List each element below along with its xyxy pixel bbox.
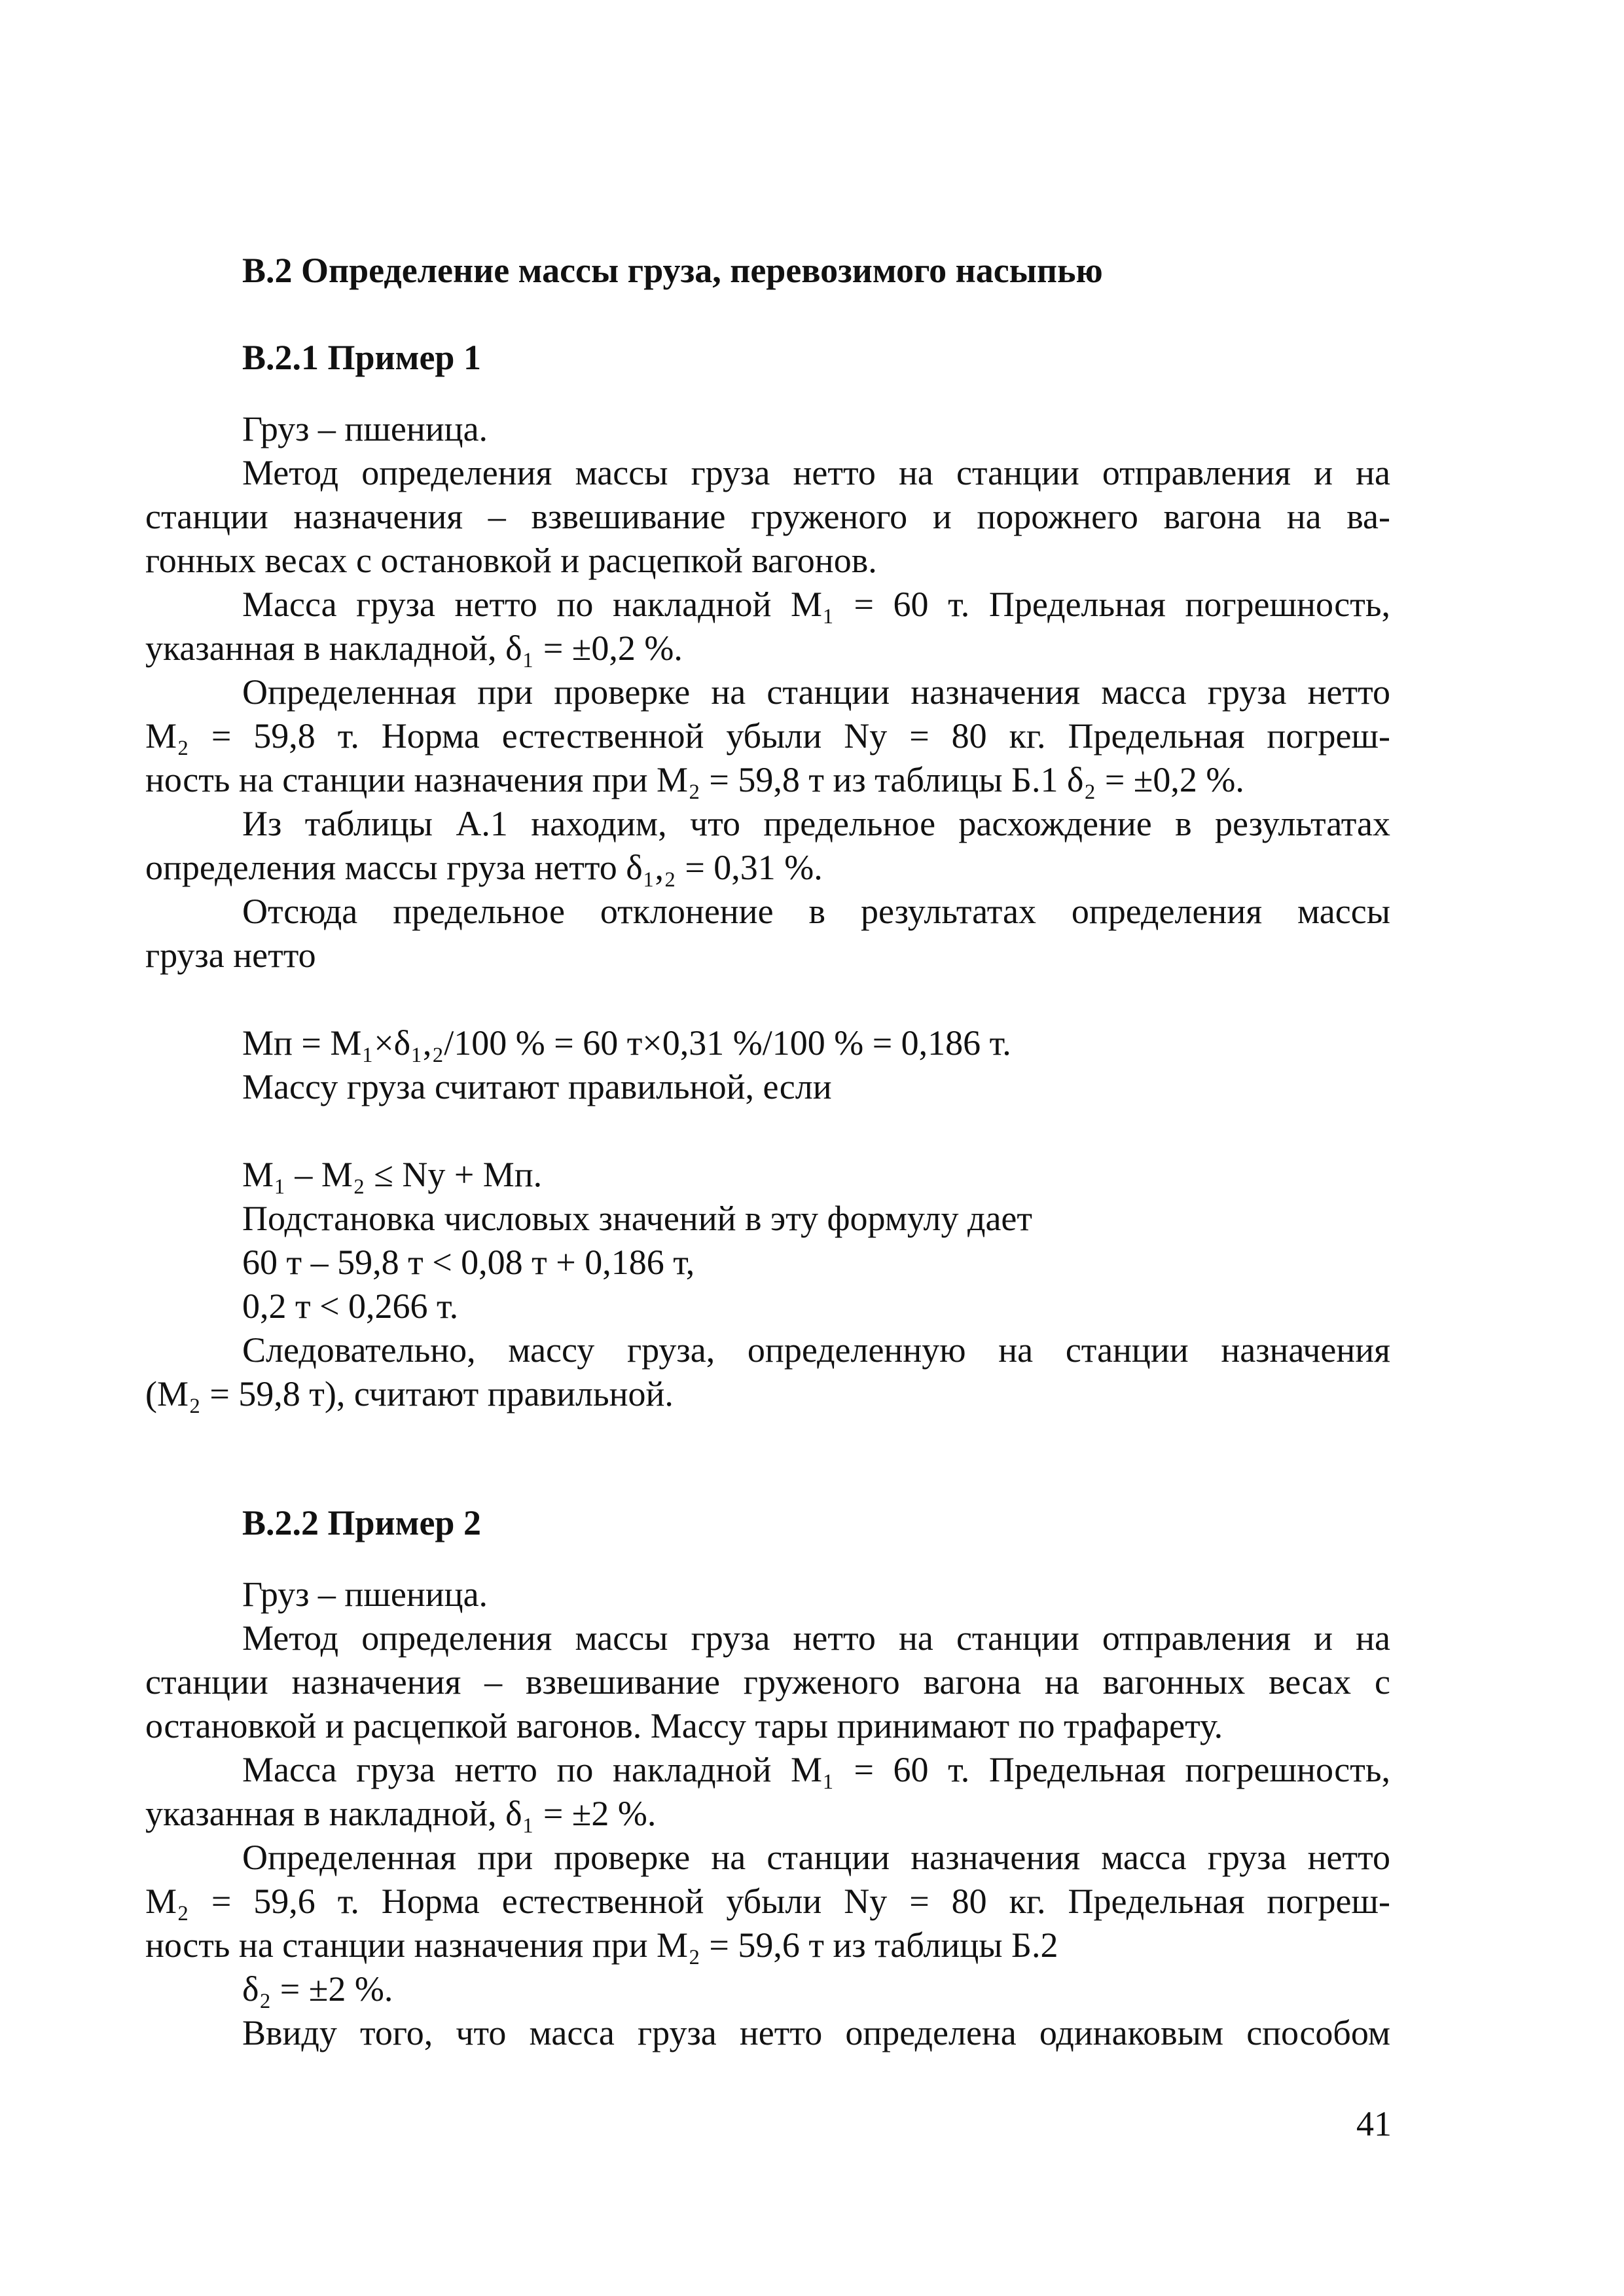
paragraph-line: Масса груза нетто по накладной М₁ = 60 т. Предельная погрешность, (242, 1750, 1390, 1789)
paragraph-line: Следовательно, массу груза, определенную на станции назначения (242, 1330, 1390, 1370)
paragraph-line: Подстановка числовых значений в эту формулу дает (242, 1199, 1032, 1238)
paragraph-line: δ₂ = ±2 %. (242, 1969, 393, 2009)
paragraph-line: ность на станции назначения при М₂ = 59,6 т из таблицы Б.2 (145, 1925, 1058, 1965)
spacer (145, 1109, 1390, 1153)
paragraph-line: Отсюда предельное отклонение в результатах определения массы (242, 892, 1390, 931)
formula-line: М₁ – М₂ ≤ Nу + Мп. (242, 1155, 543, 1194)
paragraph-line: (М₂ = 59,8 т), считают правильной. (145, 1374, 674, 1413)
paragraph-line: Определенная при проверке на станции назначения масса груза нетто (242, 1838, 1390, 1877)
paragraph-line: груза нетто (145, 936, 316, 975)
section-title: В.2 Определение массы груза, перевозимого насыпью (242, 251, 1103, 290)
paragraph-line: станции назначения – взвешивание груженого и порожнего вагона на ва- (145, 497, 1390, 536)
paragraph-line: Масса груза нетто по накладной М₁ = 60 т. Предельная погрешность, (242, 585, 1390, 624)
formula-line: Мп = М₁×δ₁,₂/100 % = 60 т×0,31 %/100 % = 0,186 т. (242, 1023, 1011, 1063)
paragraph-line: Груз – пшеница. (242, 409, 488, 448)
spacer (145, 977, 1390, 1021)
formula-line: 60 т – 59,8 т < 0,08 т + 0,186 т, (242, 1243, 695, 1282)
paragraph-line: Груз – пшеница. (242, 1575, 488, 1614)
paragraph-line: М₂ = 59,6 т. Норма естественной убыли Nу = 80 кг. Предельная погреш- (145, 1882, 1390, 1921)
example-1-heading: В.2.1 Пример 1 (242, 338, 481, 377)
paragraph-line: Из таблицы А.1 находим, что предельное расхождение в результатах (242, 804, 1390, 843)
paragraph-line: ность на станции назначения при М₂ = 59,8 т из таблицы Б.1 δ₂ = ±0,2 %. (145, 760, 1244, 799)
paragraph-line: Ввиду того, что масса груза нетто определена одинаковым способом (242, 2013, 1390, 2052)
page-number: 41 (1356, 2104, 1392, 2143)
paragraph-line: указанная в накладной, δ₁ = ±2 %. (145, 1794, 657, 1833)
paragraph-line: указанная в накладной, δ₁ = ±0,2 %. (145, 629, 683, 668)
formula-line: 0,2 т < 0,266 т. (242, 1286, 459, 1326)
paragraph-line: М₂ = 59,8 т. Норма естественной убыли Nу = 80 кг. Предельная погреш- (145, 716, 1390, 756)
paragraph-line: Массу груза считают правильной, если (242, 1067, 832, 1106)
paragraph-line: Определенная при проверке на станции назначения масса груза нетто (242, 672, 1390, 712)
paragraph-line: остановкой и расцепкой вагонов. Массу тары принимают по трафарету. (145, 1706, 1223, 1745)
paragraph-line: гонных весах с остановкой и расцепкой вагонов. (145, 541, 877, 580)
example-2-heading: В.2.2 Пример 2 (242, 1503, 481, 1542)
paragraph-line: Метод определения массы груза нетто на станции отправления и на (242, 1618, 1390, 1658)
paragraph-line: определения массы груза нетто δ₁,₂ = 0,31 %. (145, 848, 823, 887)
paragraph-line: Метод определения массы груза нетто на станции отправления и на (242, 453, 1390, 492)
paragraph-line: станции назначения – взвешивание груженого вагона на вагонных весах с (145, 1662, 1390, 1702)
document-page (145, 249, 1390, 2055)
